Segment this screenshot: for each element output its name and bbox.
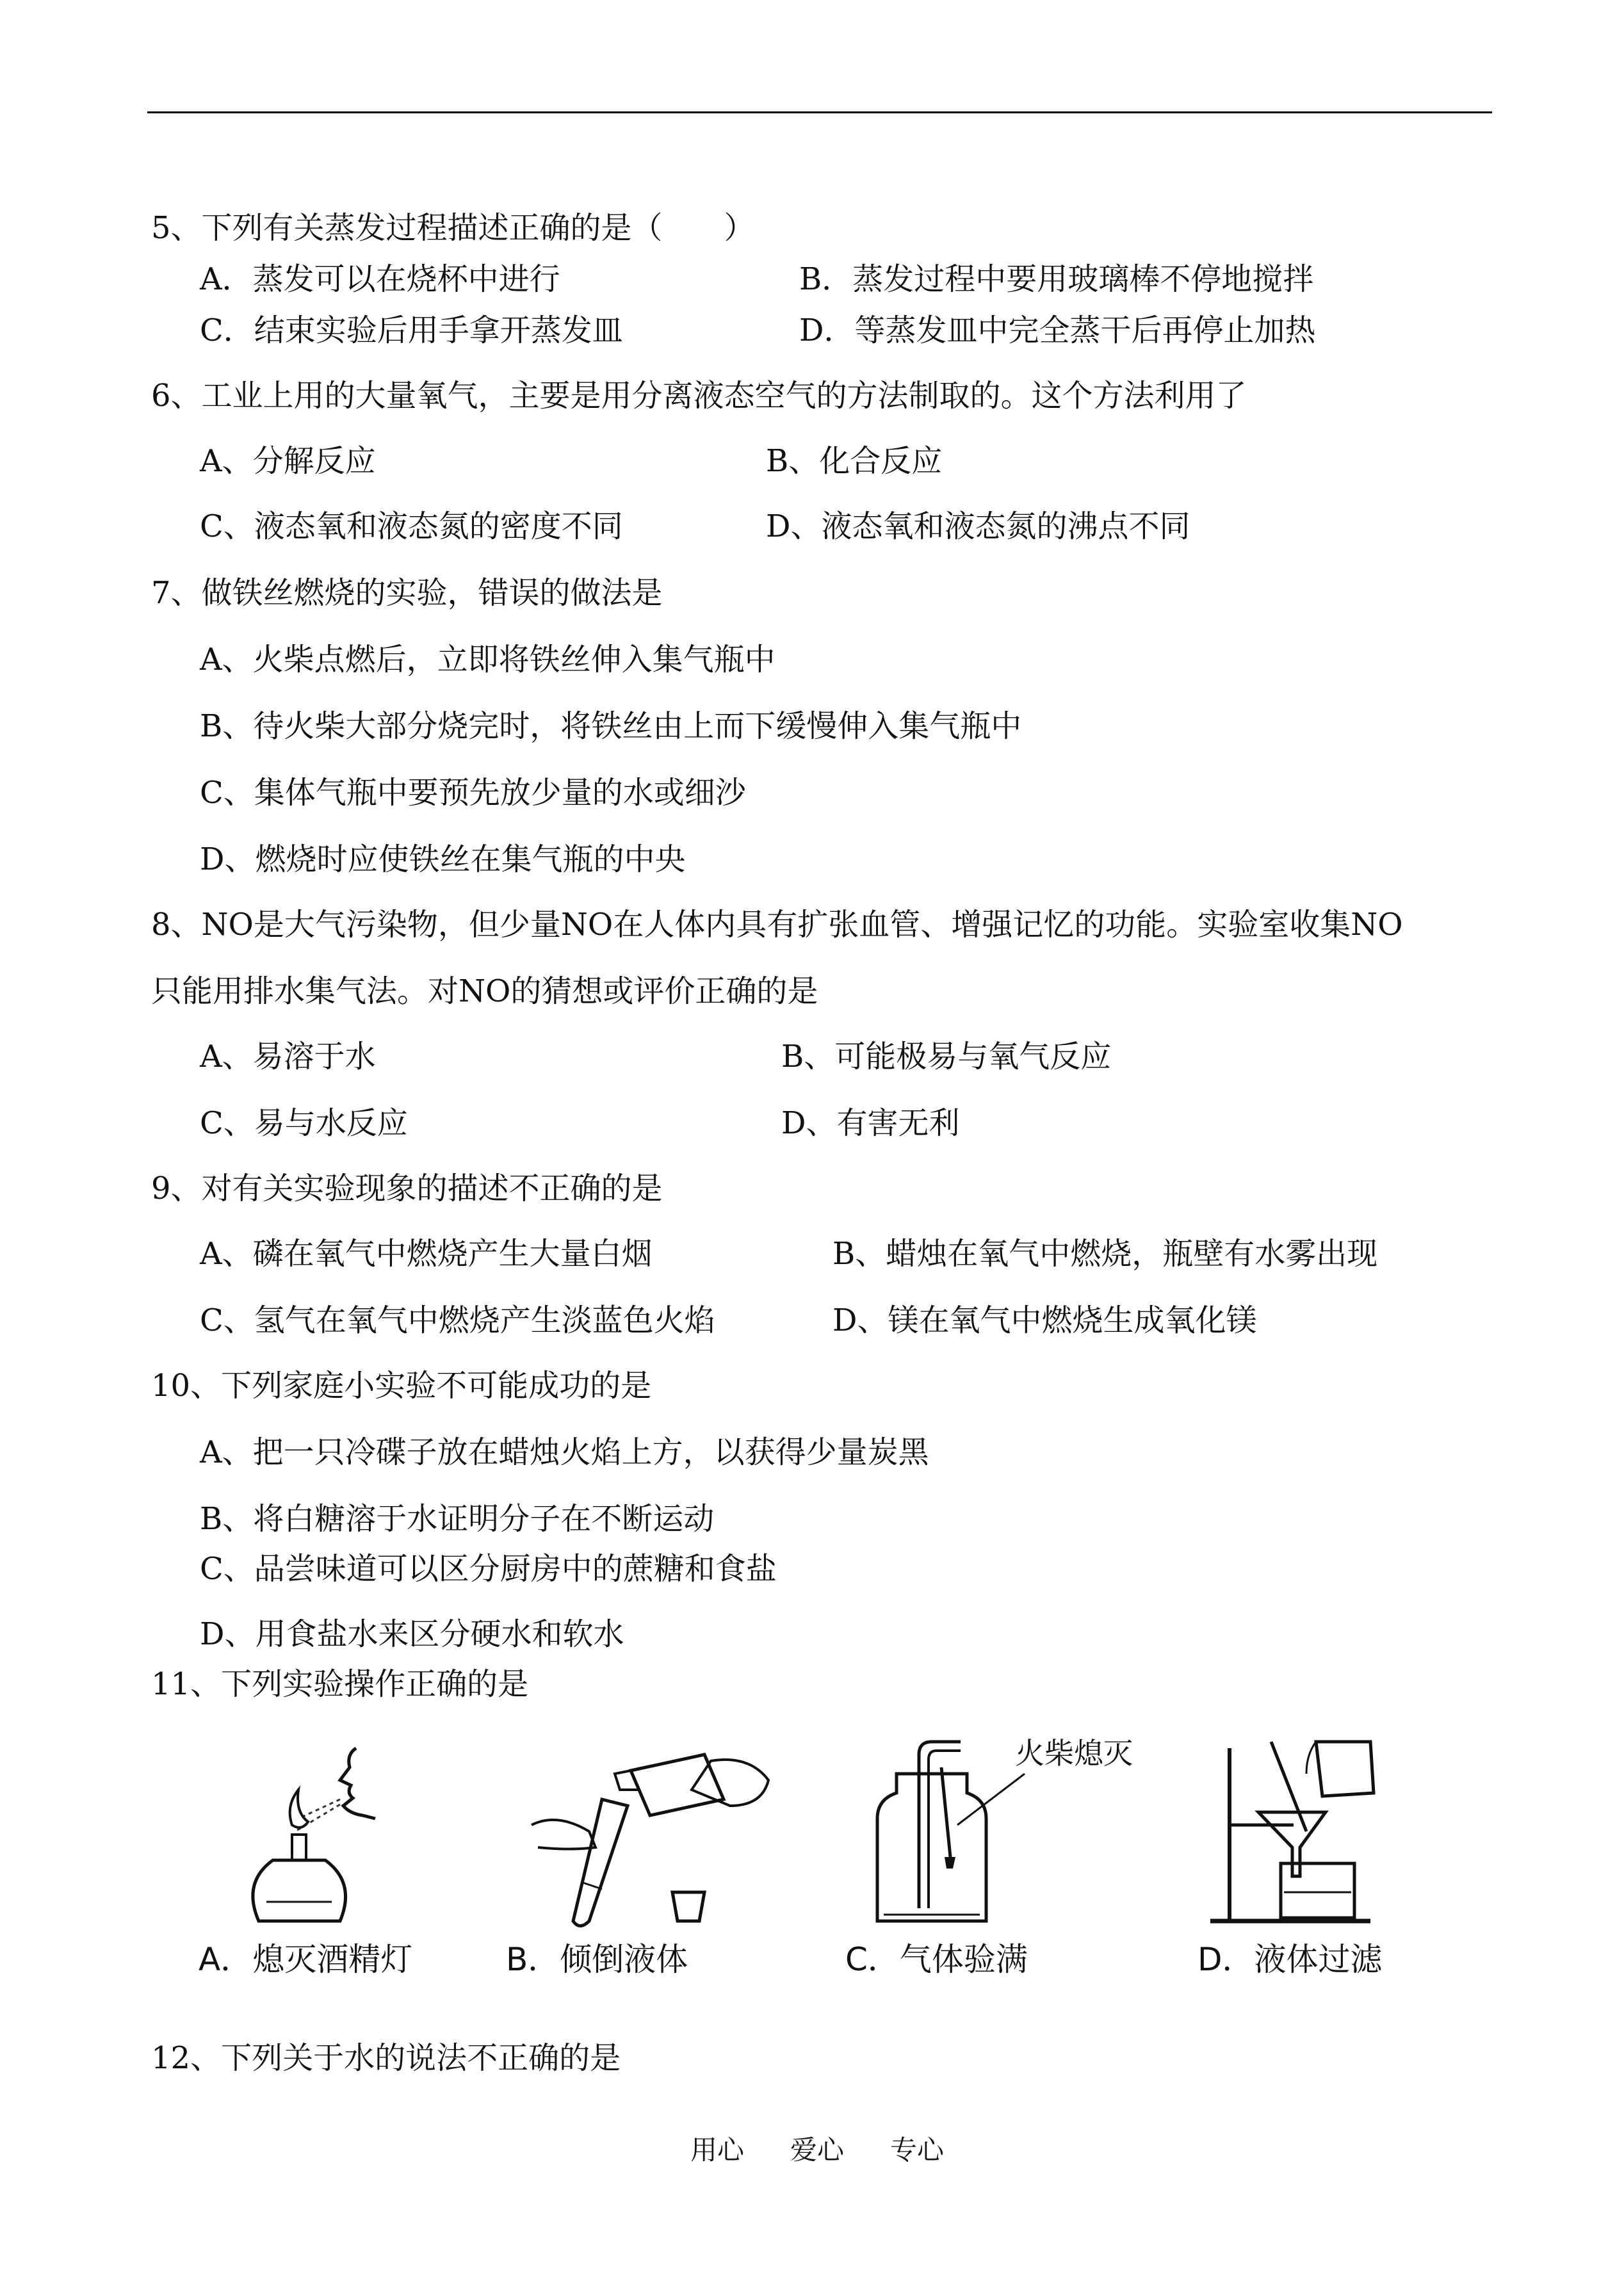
q11-stem: 11、下列实验操作正确的是 [151,1666,529,1702]
footer-text-b: 爱心 [790,2134,845,2166]
q9-option-d: D、镁在氧气中燃烧生成氧化镁 [832,1302,1257,1338]
q5-option-c: C．结束实验后用手拿开蒸发皿 [200,312,623,348]
q8-option-d: D、有害无利 [781,1105,960,1141]
q10-option-d: D、用食盐水来区分硬水和软水 [200,1616,624,1652]
q9-option-c: C、氢气在氧气中燃烧产生淡蓝色火焰 [200,1302,715,1338]
q8-stem-line1: 8、NO是大气污染物，但少量NO在人体内具有扩张血管、增强记忆的功能。实验室收集NO [151,907,1403,943]
gas-bottle-match-icon [813,1729,1159,1934]
q9-option-b: B、蜡烛在氧气中燃烧，瓶壁有水雾出现 [832,1236,1378,1272]
q6-option-c: C、液态氧和液态氮的密度不同 [200,508,623,544]
q10-option-a: A、把一只冷碟子放在蜡烛火焰上方，以获得少量炭黑 [200,1434,929,1470]
footer-text-c: 专心 [890,2134,945,2166]
q5-option-d: D．等蒸发皿中完全蒸干后再停止加热 [799,312,1316,348]
q10-stem: 10、下列家庭小实验不可能成功的是 [151,1368,652,1404]
q9-stem: 9、对有关实验现象的描述不正确的是 [151,1171,663,1206]
figure-d-caption: D．液体过滤 [1198,1941,1383,1978]
figure-b-caption: B．倾倒液体 [506,1941,688,1978]
footer-text-a: 用心 [690,2134,745,2166]
q8-option-c: C、易与水反应 [200,1105,408,1141]
q8-option-b: B、可能极易与氧气反应 [781,1039,1112,1075]
q10-option-b: B、将白糖溶于水证明分子在不断运动 [200,1501,715,1537]
filtration-icon [1204,1729,1396,1934]
header-rule [147,111,1492,113]
alcohol-lamp-blow-icon [228,1729,439,1934]
q8-stem-line2: 只能用排水集气法。对NO的猜想或评价正确的是 [151,973,818,1009]
q10-option-c: C、品尝味道可以区分厨房中的蔗糖和食盐 [200,1551,777,1587]
pour-liquid-icon [519,1729,788,1934]
figure-a-caption: A．熄灭酒精灯 [199,1941,413,1978]
q7-stem: 7、做铁丝燃烧的实验，错误的做法是 [151,575,663,611]
q5-option-a: A．蒸发可以在烧杯中进行 [200,261,560,297]
match-extinguished-label: 火柴熄灭 [1015,1736,1133,1771]
q6-option-d: D、液态氧和液态氮的沸点不同 [766,508,1190,544]
q6-option-b: B、化合反应 [766,443,943,479]
q7-option-c: C、集体气瓶中要预先放少量的水或细沙 [200,775,746,811]
q6-stem: 6、工业上用的大量氧气，主要是用分离液态空气的方法制取的。这个方法利用了 [151,378,1247,414]
figure-c-caption: C．气体验满 [845,1941,1028,1978]
q9-option-a: A、磷在氧气中燃烧产生大量白烟 [200,1236,653,1272]
q5-stem: 5、下列有关蒸发过程描述正确的是（ ） [151,210,755,246]
q5-option-b: B．蒸发过程中要用玻璃棒不停地搅拌 [799,261,1314,297]
q6-option-a: A、分解反应 [200,443,376,479]
q7-option-b: B、待火柴大部分烧完时，将铁丝由上而下缓慢伸入集气瓶中 [200,708,1022,744]
q12-stem: 12、下列关于水的说法不正确的是 [151,2040,621,2076]
q7-option-d: D、燃烧时应使铁丝在集气瓶的中央 [200,841,686,877]
q8-option-a: A、易溶于水 [200,1039,376,1075]
q7-option-a: A、火柴点燃后，立即将铁丝伸入集气瓶中 [200,642,775,677]
